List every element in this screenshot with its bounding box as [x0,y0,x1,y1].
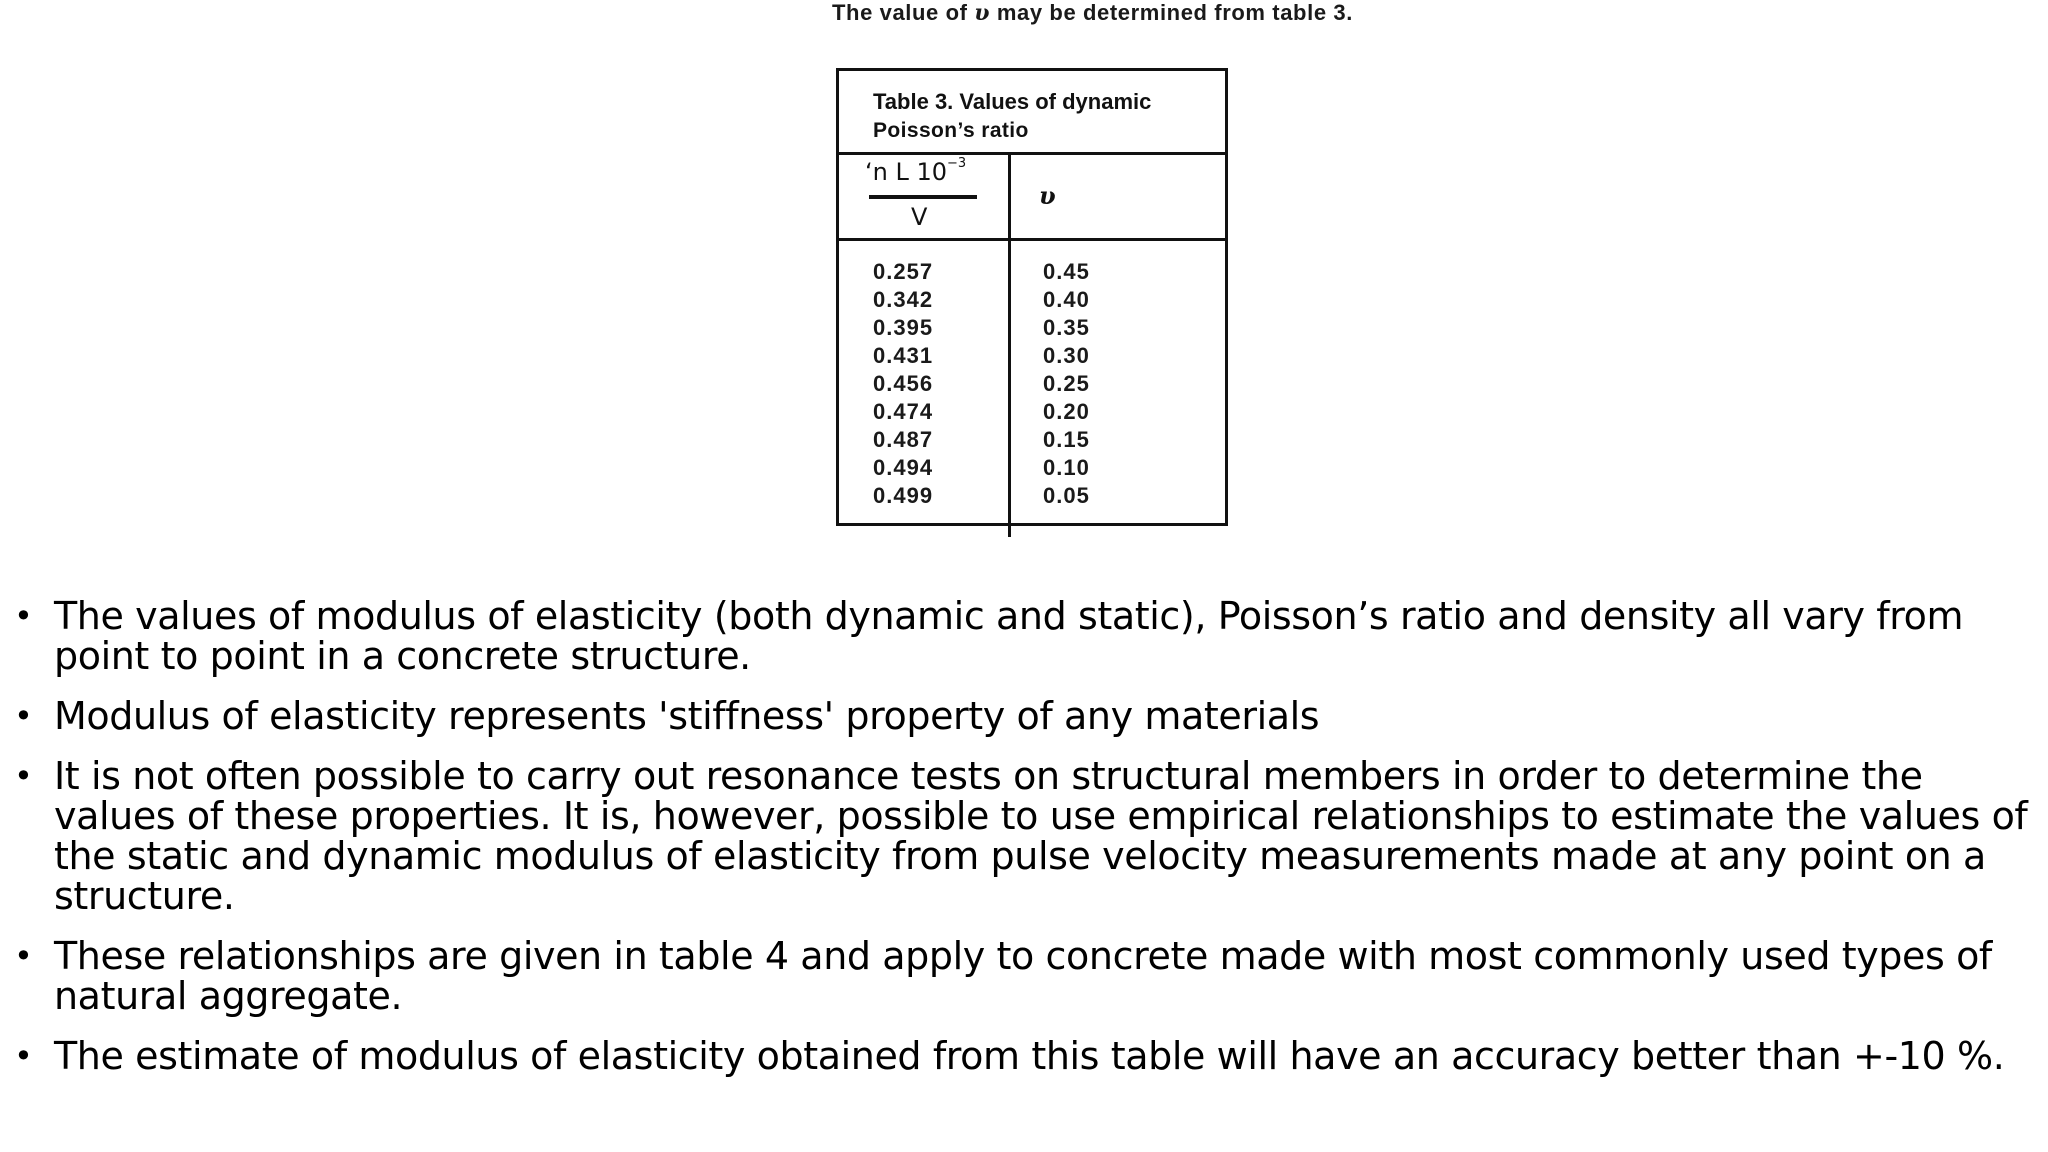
table-row [839,371,1225,399]
table-row [839,315,1225,343]
table-row [839,455,1225,483]
table-body [839,241,1225,523]
table-row [839,259,1225,287]
bullet-item: • Modulus of elasticity represents 'stiffness' property of any materials [0,696,2048,736]
bullet-item: • The values of modulus of elasticity (both dynamic and static), Poisson’s ratio and density all vary from point to point in a concrete structure. [0,596,2048,676]
table-row [839,399,1225,427]
nu-cell: 0.40 [1043,287,1090,312]
header-ratio-denominator: V [911,203,928,231]
ratio-cell: 0.487 [873,427,934,452]
bullet-list [0,596,2048,1096]
nu-cell: 0.25 [1043,371,1090,396]
bullet-item: • These relationships are given in table 4 and apply to concrete made with most commonly used types of natural aggregate. [0,936,2048,1016]
bullet-item: • The estimate of modulus of elasticity obtained from this table will have an accuracy better than +-10 %. [0,1036,2048,1076]
nu-cell: 0.20 [1043,399,1090,424]
caption-prefix: The value of [832,0,968,25]
header-nu-cell: υ [1039,181,1056,210]
table-title [839,71,1225,155]
poisson-ratio-table [836,68,1228,526]
ratio-cell: 0.499 [873,483,934,508]
table-row [839,343,1225,371]
ratio-cell: 0.395 [873,315,934,340]
nu-symbol: υ [974,0,991,26]
header-ratio-numerator: ‘n L $10^{-3}$ [865,156,967,186]
fraction-bar [869,195,977,199]
table-title-line2: Poisson’s ratio [873,119,1029,142]
ratio-cell: 0.431 [873,343,934,368]
table-header-row [839,155,1225,241]
nu-cell: 0.45 [1043,259,1090,284]
table-row [839,483,1225,511]
ratio-cell: 0.494 [873,455,934,480]
nu-cell: 0.10 [1043,455,1090,480]
figure-caption [832,0,1392,26]
ratio-cell: 0.474 [873,399,934,424]
table-title-line1: Table 3. Values of dynamic [873,89,1152,114]
bullet-item: • It is not often possible to carry out resonance tests on structural members in order to determine the values of these properties. It is, however, possible to use empirical relationships to estimate the values of the static and dynamic modulus of elasticity from pulse velocity measurements made at any point on a structure. [0,756,2048,916]
ratio-cell: 0.456 [873,371,934,396]
ratio-cell: 0.257 [873,259,934,284]
caption-suffix: may be determined from table 3. [996,0,1353,25]
table-row [839,427,1225,455]
header-ratio-exponent: −3 [947,156,967,171]
nu-cell: 0.05 [1043,483,1090,508]
ratio-cell: 0.342 [873,287,934,312]
header-ratio-cell [839,155,1011,238]
nu-cell: 0.15 [1043,427,1090,452]
nu-cell: 0.30 [1043,343,1090,368]
nu-cell: 0.35 [1043,315,1090,340]
table-row [839,287,1225,315]
